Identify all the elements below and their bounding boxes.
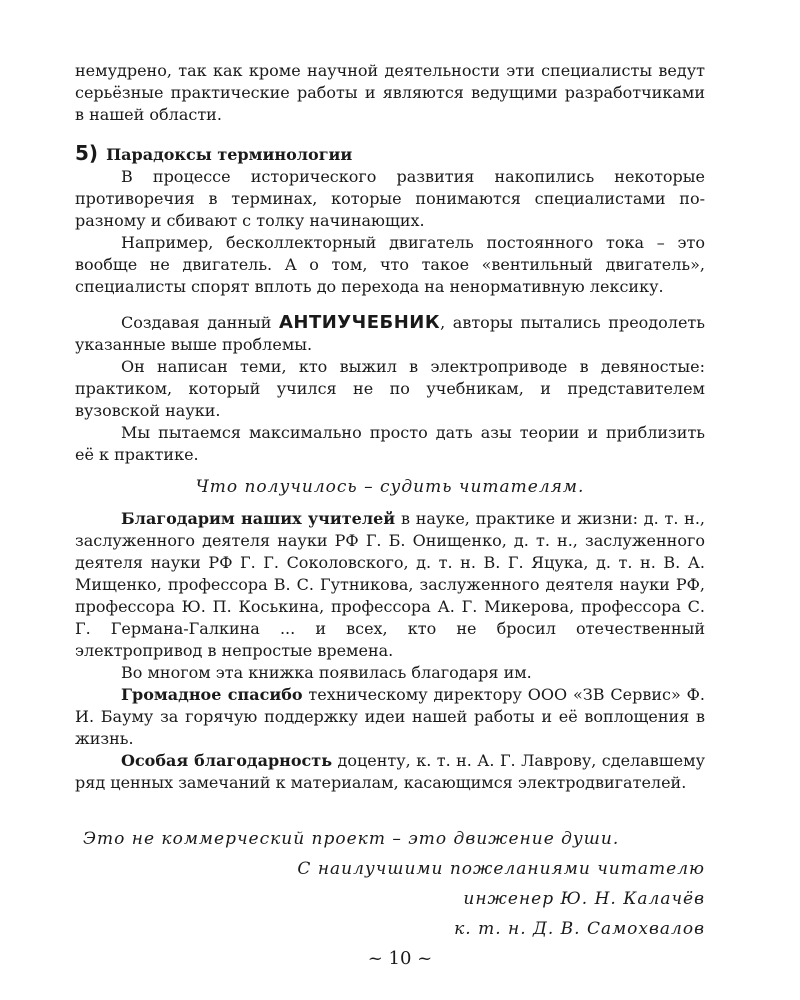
creation-paragraph-1: [75, 312, 705, 356]
section-paragraph-1: В процессе исторического развития накопились некоторые противоречия в терминах, которые понимаются специалистами по-разному и сбивают с толку начинающих.: [75, 167, 705, 230]
thanks-paragraph-1: [75, 508, 705, 662]
thanks-text-4: доценту, к. т. н. А. Г. Лаврову, сделавшему ряд ценных замечаний к материалам, касающимся электродвигателей.: [75, 751, 706, 792]
intro-paragraph: немудрено, так как кроме научной деятельности эти специалисты ведут серьёзные практические работы и являются ведущими разработчиками в нашей области.: [75, 61, 705, 124]
thanks-paragraph-3: [75, 684, 705, 750]
signature-line-3: инженер Ю. Н. Калачёв: [463, 889, 705, 909]
thanks-bold-4: Особая благодарность: [121, 751, 333, 770]
thanks-bold-1: Благодарим наших учителей: [121, 509, 396, 528]
thanks-text-3: техническому директору ООО «ЗВ Сервис» Ф. И. Бауму за горячую поддержку идеи нашей работы и её воплощения в жизнь.: [75, 685, 705, 748]
section-number: 5): [75, 141, 99, 165]
creation-suffix: , авторы пытались преодолеть указанные выше проблемы.: [75, 313, 705, 354]
signature-line-4: к. т. н. Д. В. Самохвалов: [454, 919, 705, 939]
page-content: [75, 60, 705, 944]
thanks-text-1: в науке, практике и жизни: д. т. н., заслуженного деятеля науки РФ Г. Б. Онищенко, д. т. н., заслуженного деятеля науки РФ Г. Г. Соколовского, д. т. н. В. Г. Яцука, д. т. н. В. А. Мищенко, профессора В. С. Гутникова, заслуженного деятеля науки РФ, профессора Ю. П. Коськина, профессора А. Г. Микерова, профессора С. Г. Германа-Галкина ... и всех, кто не бросил отечественный электропривод в непростые времена.: [75, 509, 706, 660]
section-title: Парадоксы терминологии: [106, 145, 353, 164]
creation-prefix: Создавая данный: [121, 313, 272, 332]
thanks-paragraph-4: [75, 750, 705, 794]
page-number: ~ 10 ~: [367, 948, 433, 969]
section-paragraph-2: Например, бесколлекторный двигатель постоянного тока – это вообще не двигатель. А о том, что такое «вентильный двигатель», специалисты спорят вплоть до перехода на ненормативную лексику.: [75, 233, 705, 296]
signature-line-2: С наилучшими пожеланиями читателю: [297, 859, 705, 879]
signature-line-1: Это не коммерческий проект – это движение души.: [83, 829, 620, 849]
thanks-paragraph-2: Во многом эта книжка появилась благодаря им.: [121, 663, 532, 682]
motto: Что получилось – судить читателям.: [195, 477, 585, 497]
signature-block: [75, 824, 705, 944]
creation-paragraph-3: Мы пытаемся максимально просто дать азы теории и приблизить её к практике.: [75, 423, 705, 464]
thanks-bold-3: Громадное спасибо: [121, 685, 303, 704]
creation-paragraph-2: Он написан теми, кто выжил в электроприводе в девяностые: практиком, который учился не по учебникам, и представителем вузовской науки.: [75, 357, 705, 420]
antitextbook-brand: АНТИУЧЕБНИК: [278, 312, 441, 333]
section-heading: [75, 142, 705, 166]
